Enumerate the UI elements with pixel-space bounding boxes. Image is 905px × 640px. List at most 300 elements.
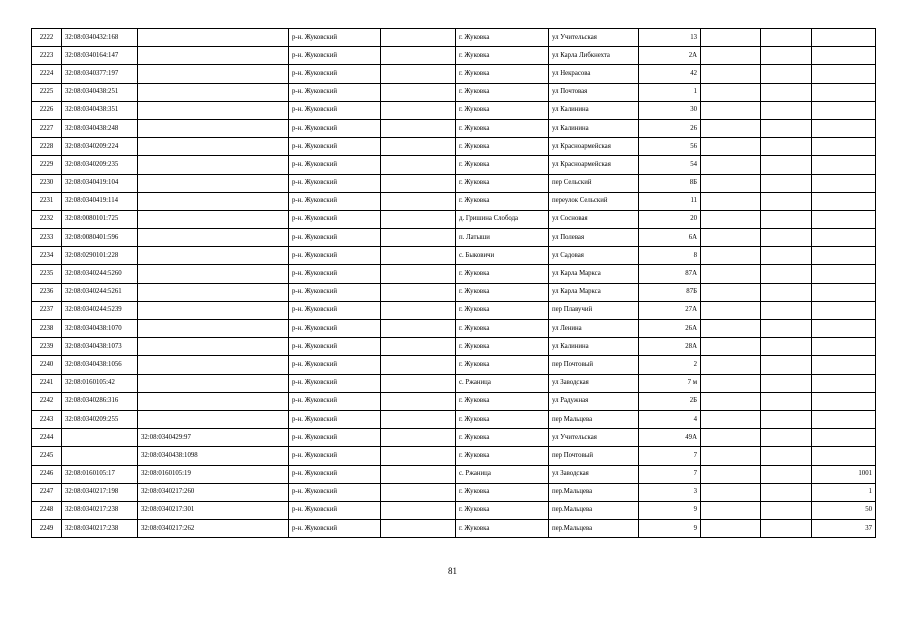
blank-col-cell [381,210,456,228]
building-cadastral-number-cell: 32:08:0340217:301 [138,501,289,519]
street-cell: ул Сосновая [549,210,639,228]
street-cell: ул Садовая [549,247,639,265]
building-cadastral-number-cell: 32:08:0340217:262 [138,520,289,538]
blank-col-3-cell [761,229,812,247]
building-cadastral-number-cell: 32:08:0340438:1098 [138,447,289,465]
street-cell: ул Красноармейская [549,156,639,174]
blank-col-2-cell [701,65,761,83]
house-number-cell: 9 [639,501,701,519]
blank-col-2-cell [701,374,761,392]
street-cell: ул Радужная [549,392,639,410]
extra-value-cell: 37 [812,520,876,538]
row-number-cell: 2243 [32,410,62,428]
cadastral-number-cell: 32:08:0340244:5239 [62,301,138,319]
district-cell: р-н. Жуковский [289,83,381,101]
cadastral-number-cell: 32:08:0340419:114 [62,192,138,210]
blank-col-2-cell [701,392,761,410]
cadastral-number-cell: 32:08:0340164:147 [62,47,138,65]
house-number-cell: 87Б [639,283,701,301]
table-row [32,410,876,428]
cadastral-number-cell [62,447,138,465]
settlement-cell: с. Ржаница [456,374,549,392]
row-number-cell: 2228 [32,138,62,156]
blank-col-3-cell [761,156,812,174]
cadastral-number-cell: 32:08:0340438:1073 [62,338,138,356]
blank-col-3-cell [761,429,812,447]
row-number-cell: 2230 [32,174,62,192]
blank-col-3-cell [761,247,812,265]
row-number-cell: 2239 [32,338,62,356]
house-number-cell: 7 [639,465,701,483]
building-cadastral-number-cell [138,392,289,410]
row-number-cell: 2234 [32,247,62,265]
blank-col-3-cell [761,320,812,338]
blank-col-2-cell [701,83,761,101]
district-cell: р-н. Жуковский [289,101,381,119]
blank-col-3-cell [761,119,812,137]
blank-col-2-cell [701,356,761,374]
extra-value-cell [812,29,876,47]
district-cell: р-н. Жуковский [289,192,381,210]
house-number-cell: 9 [639,520,701,538]
table-row [32,210,876,228]
building-cadastral-number-cell [138,29,289,47]
building-cadastral-number-cell [138,101,289,119]
house-number-cell: 8Б [639,174,701,192]
blank-col-2-cell [701,410,761,428]
blank-col-3-cell [761,138,812,156]
table-row [32,65,876,83]
street-cell: ул Некрасова [549,65,639,83]
house-number-cell: 4 [639,410,701,428]
cadastral-number-cell: 32:08:0340432:168 [62,29,138,47]
district-cell: р-н. Жуковский [289,392,381,410]
cadastral-number-cell: 32:08:0340244:5261 [62,283,138,301]
building-cadastral-number-cell [138,283,289,301]
cadastral-number-cell: 32:08:0160105:17 [62,465,138,483]
building-cadastral-number-cell [138,192,289,210]
district-cell: р-н. Жуковский [289,338,381,356]
row-number-cell: 2248 [32,501,62,519]
street-cell: пер Плавучий [549,301,639,319]
blank-col-2-cell [701,192,761,210]
table-row [32,465,876,483]
blank-col-cell [381,301,456,319]
street-cell: переулок Сельский [549,192,639,210]
building-cadastral-number-cell [138,138,289,156]
extra-value-cell [812,101,876,119]
house-number-cell: 1 [639,83,701,101]
blank-col-cell [381,338,456,356]
blank-col-3-cell [761,101,812,119]
building-cadastral-number-cell [138,338,289,356]
table-row [32,356,876,374]
settlement-cell: г. Жуковка [456,192,549,210]
street-cell: пер.Мальцева [549,501,639,519]
extra-value-cell [812,229,876,247]
settlement-cell: п. Латыши [456,229,549,247]
blank-col-2-cell [701,101,761,119]
blank-col-3-cell [761,520,812,538]
extra-value-cell [812,192,876,210]
house-number-cell: 49А [639,429,701,447]
building-cadastral-number-cell [138,156,289,174]
blank-col-cell [381,356,456,374]
settlement-cell: г. Жуковка [456,138,549,156]
table-row [32,265,876,283]
blank-col-2-cell [701,501,761,519]
settlement-cell: г. Жуковка [456,410,549,428]
cadastral-number-cell: 32:08:0340217:238 [62,520,138,538]
cadastral-number-cell [62,429,138,447]
house-number-cell: 7 [639,447,701,465]
table-row [32,174,876,192]
street-cell: ул Заводская [549,374,639,392]
house-number-cell: 26А [639,320,701,338]
settlement-cell: г. Жуковка [456,65,549,83]
page-number: 81 [448,566,457,576]
blank-col-cell [381,283,456,301]
cadastral-number-cell: 32:08:0340419:104 [62,174,138,192]
blank-col-cell [381,192,456,210]
settlement-cell: с. Быковичи [456,247,549,265]
district-cell: р-н. Жуковский [289,283,381,301]
extra-value-cell [812,392,876,410]
house-number-cell: 6А [639,229,701,247]
street-cell: ул Заводская [549,465,639,483]
settlement-cell: г. Жуковка [456,392,549,410]
house-number-cell: 87А [639,265,701,283]
blank-col-cell [381,174,456,192]
blank-col-3-cell [761,192,812,210]
building-cadastral-number-cell: 32:08:0160105:19 [138,465,289,483]
blank-col-2-cell [701,138,761,156]
street-cell: ул Карла Маркса [549,283,639,301]
house-number-cell: 42 [639,65,701,83]
row-number-cell: 2240 [32,356,62,374]
extra-value-cell [812,374,876,392]
extra-value-cell [812,356,876,374]
blank-col-3-cell [761,374,812,392]
blank-col-cell [381,320,456,338]
building-cadastral-number-cell: 32:08:0340429:97 [138,429,289,447]
settlement-cell: г. Жуковка [456,429,549,447]
table-row [32,429,876,447]
building-cadastral-number-cell [138,65,289,83]
table-row [32,320,876,338]
extra-value-cell [812,338,876,356]
house-number-cell: 54 [639,156,701,174]
blank-col-cell [381,392,456,410]
extra-value-cell [812,138,876,156]
table-row [32,156,876,174]
table-row [32,301,876,319]
blank-col-2-cell [701,338,761,356]
cadastral-number-cell: 32:08:0340377:197 [62,65,138,83]
table-row [32,192,876,210]
building-cadastral-number-cell: 32:08:0340217:260 [138,483,289,501]
house-number-cell: 11 [639,192,701,210]
blank-col-3-cell [761,174,812,192]
settlement-cell: г. Жуковка [456,174,549,192]
district-cell: р-н. Жуковский [289,483,381,501]
blank-col-2-cell [701,29,761,47]
blank-col-cell [381,247,456,265]
building-cadastral-number-cell [138,47,289,65]
table-row [32,283,876,301]
table-row [32,29,876,47]
street-cell: ул Почтовая [549,83,639,101]
cadastral-number-cell: 32:08:0340217:238 [62,501,138,519]
table-row [32,101,876,119]
house-number-cell: 28А [639,338,701,356]
street-cell: ул Полевая [549,229,639,247]
row-number-cell: 2233 [32,229,62,247]
row-number-cell: 2237 [32,301,62,319]
district-cell: р-н. Жуковский [289,138,381,156]
blank-col-cell [381,520,456,538]
house-number-cell: 27А [639,301,701,319]
blank-col-cell [381,29,456,47]
street-cell: пер Почтовый [549,356,639,374]
table-row [32,138,876,156]
blank-col-3-cell [761,65,812,83]
district-cell: р-н. Жуковский [289,465,381,483]
registry-table [31,28,876,538]
extra-value-cell [812,247,876,265]
settlement-cell: д. Гришина Слобода [456,210,549,228]
house-number-cell: 13 [639,29,701,47]
blank-col-3-cell [761,29,812,47]
blank-col-2-cell [701,247,761,265]
extra-value-cell [812,447,876,465]
table-row [32,119,876,137]
row-number-cell: 2247 [32,483,62,501]
extra-value-cell [812,283,876,301]
settlement-cell: г. Жуковка [456,483,549,501]
blank-col-2-cell [701,301,761,319]
table-row [32,338,876,356]
table-body [32,29,876,538]
extra-value-cell: 50 [812,501,876,519]
extra-value-cell [812,210,876,228]
table-row [32,83,876,101]
settlement-cell: г. Жуковка [456,447,549,465]
street-cell: пер Сельский [549,174,639,192]
row-number-cell: 2238 [32,320,62,338]
blank-col-2-cell [701,210,761,228]
extra-value-cell: 1 [812,483,876,501]
extra-value-cell [812,410,876,428]
extra-value-cell [812,174,876,192]
settlement-cell: с. Ржаница [456,465,549,483]
blank-col-cell [381,447,456,465]
house-number-cell: 20 [639,210,701,228]
blank-col-2-cell [701,447,761,465]
street-cell: ул Калинина [549,119,639,137]
blank-col-cell [381,429,456,447]
street-cell: ул Красноармейская [549,138,639,156]
blank-col-cell [381,101,456,119]
settlement-cell: г. Жуковка [456,301,549,319]
row-number-cell: 2229 [32,156,62,174]
blank-col-3-cell [761,301,812,319]
row-number-cell: 2242 [32,392,62,410]
building-cadastral-number-cell [138,83,289,101]
cadastral-number-cell: 32:08:0080401:596 [62,229,138,247]
row-number-cell: 2222 [32,29,62,47]
table-row [32,392,876,410]
district-cell: р-н. Жуковский [289,210,381,228]
house-number-cell: 7 м [639,374,701,392]
blank-col-cell [381,410,456,428]
district-cell: р-н. Жуковский [289,229,381,247]
district-cell: р-н. Жуковский [289,410,381,428]
district-cell: р-н. Жуковский [289,156,381,174]
row-number-cell: 2235 [32,265,62,283]
blank-col-3-cell [761,83,812,101]
cadastral-number-cell: 32:08:0340209:235 [62,156,138,174]
blank-col-3-cell [761,465,812,483]
cadastral-number-cell: 32:08:0340209:255 [62,410,138,428]
blank-col-2-cell [701,156,761,174]
building-cadastral-number-cell [138,320,289,338]
extra-value-cell [812,156,876,174]
row-number-cell: 2245 [32,447,62,465]
building-cadastral-number-cell [138,356,289,374]
blank-col-3-cell [761,410,812,428]
blank-col-3-cell [761,283,812,301]
street-cell: ул Ленина [549,320,639,338]
extra-value-cell [812,429,876,447]
settlement-cell: г. Жуковка [456,320,549,338]
extra-value-cell: 1001 [812,465,876,483]
blank-col-3-cell [761,356,812,374]
extra-value-cell [812,65,876,83]
blank-col-2-cell [701,483,761,501]
blank-col-cell [381,119,456,137]
house-number-cell: 2 [639,356,701,374]
settlement-cell: г. Жуковка [456,356,549,374]
district-cell: р-н. Жуковский [289,301,381,319]
extra-value-cell [812,265,876,283]
district-cell: р-н. Жуковский [289,119,381,137]
blank-col-cell [381,501,456,519]
blank-col-2-cell [701,320,761,338]
building-cadastral-number-cell [138,374,289,392]
district-cell: р-н. Жуковский [289,374,381,392]
settlement-cell: г. Жуковка [456,156,549,174]
blank-col-2-cell [701,429,761,447]
house-number-cell: 26 [639,119,701,137]
settlement-cell: г. Жуковка [456,83,549,101]
blank-col-cell [381,83,456,101]
building-cadastral-number-cell [138,210,289,228]
building-cadastral-number-cell [138,301,289,319]
blank-col-2-cell [701,229,761,247]
street-cell: пер.Мальцева [549,483,639,501]
row-number-cell: 2244 [32,429,62,447]
blank-col-2-cell [701,47,761,65]
table-row [32,483,876,501]
row-number-cell: 2232 [32,210,62,228]
row-number-cell: 2249 [32,520,62,538]
street-cell: пер Мальцева [549,410,639,428]
blank-col-2-cell [701,465,761,483]
house-number-cell: 8 [639,247,701,265]
building-cadastral-number-cell [138,247,289,265]
settlement-cell: г. Жуковка [456,29,549,47]
blank-col-3-cell [761,338,812,356]
street-cell: ул Учительская [549,29,639,47]
cadastral-number-cell: 32:08:0160105:42 [62,374,138,392]
blank-col-2-cell [701,174,761,192]
extra-value-cell [812,119,876,137]
table-row [32,501,876,519]
street-cell: пер Почтовый [549,447,639,465]
cadastral-number-cell: 32:08:0080101:725 [62,210,138,228]
cadastral-number-cell: 32:08:0340244:5260 [62,265,138,283]
row-number-cell: 2246 [32,465,62,483]
blank-col-cell [381,374,456,392]
blank-col-2-cell [701,265,761,283]
blank-col-2-cell [701,520,761,538]
blank-col-2-cell [701,283,761,301]
table-row [32,229,876,247]
row-number-cell: 2224 [32,65,62,83]
district-cell: р-н. Жуковский [289,247,381,265]
building-cadastral-number-cell [138,410,289,428]
settlement-cell: г. Жуковка [456,47,549,65]
blank-col-3-cell [761,501,812,519]
row-number-cell: 2227 [32,119,62,137]
district-cell: р-н. Жуковский [289,65,381,83]
settlement-cell: г. Жуковка [456,283,549,301]
cadastral-number-cell: 32:08:0340217:198 [62,483,138,501]
blank-col-cell [381,47,456,65]
blank-col-2-cell [701,119,761,137]
building-cadastral-number-cell [138,119,289,137]
blank-col-3-cell [761,447,812,465]
cadastral-number-cell: 32:08:0340438:251 [62,83,138,101]
extra-value-cell [812,320,876,338]
row-number-cell: 2225 [32,83,62,101]
cadastral-number-cell: 32:08:0340438:351 [62,101,138,119]
cadastral-number-cell: 32:08:0340438:248 [62,119,138,137]
table-row [32,47,876,65]
district-cell: р-н. Жуковский [289,447,381,465]
extra-value-cell [812,301,876,319]
house-number-cell: 3 [639,483,701,501]
district-cell: р-н. Жуковский [289,29,381,47]
blank-col-3-cell [761,47,812,65]
street-cell: ул Учительская [549,429,639,447]
row-number-cell: 2231 [32,192,62,210]
table-row [32,447,876,465]
row-number-cell: 2223 [32,47,62,65]
house-number-cell: 30 [639,101,701,119]
blank-col-cell [381,229,456,247]
row-number-cell: 2241 [32,374,62,392]
settlement-cell: г. Жуковка [456,101,549,119]
street-cell: ул Карла Либкнехта [549,47,639,65]
row-number-cell: 2236 [32,283,62,301]
blank-col-cell [381,138,456,156]
cadastral-number-cell: 32:08:0340438:1070 [62,320,138,338]
blank-col-3-cell [761,392,812,410]
settlement-cell: г. Жуковка [456,520,549,538]
building-cadastral-number-cell [138,174,289,192]
